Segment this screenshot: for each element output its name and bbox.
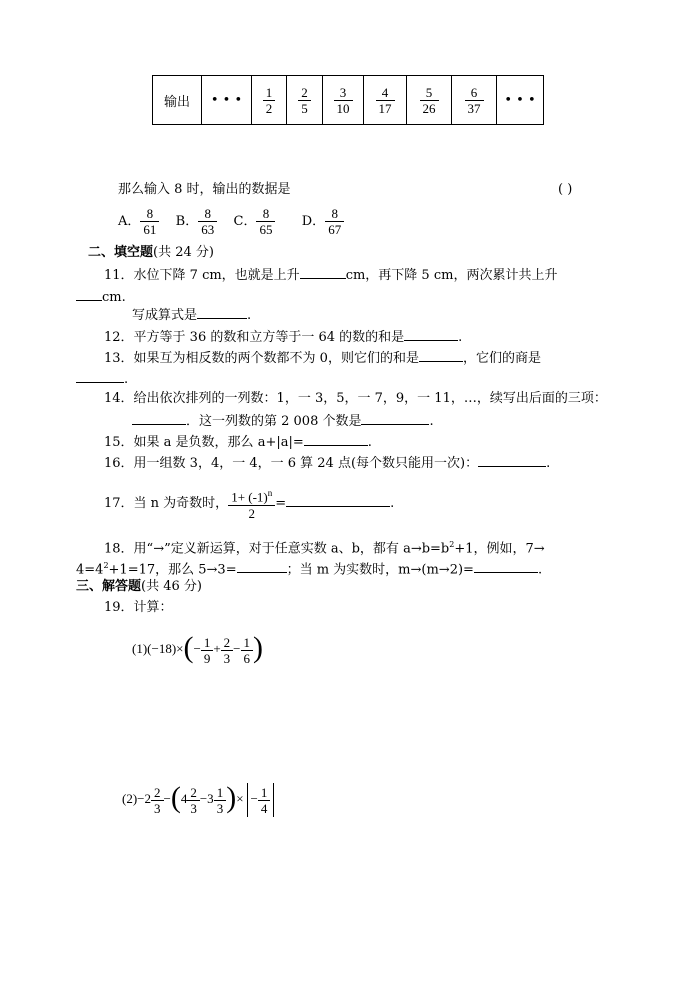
q12-blank[interactable] bbox=[404, 328, 458, 341]
fraction: $\frac{3}{10}$ bbox=[334, 85, 353, 116]
q11-line1: 11．水位下降 7 cm，也就是上升 cm，再下降 5 cm，两次累计共上升 bbox=[104, 268, 558, 283]
q14-line2: ．这一列数的第 2 008 个数是 . bbox=[132, 412, 434, 430]
q18-line1: 18．用“→”定义新运算，对于任意实数 a、b，都有 $a\to b=b^2+1$，例如，7→ bbox=[104, 540, 545, 557]
fraction: $\frac{2}{5}$ bbox=[298, 85, 311, 116]
option-d[interactable]: D． $\frac{8}{67}$ bbox=[302, 214, 344, 229]
fraction: $\frac{6}{37}$ bbox=[465, 85, 484, 116]
abs-bar-right bbox=[273, 783, 274, 817]
q10-stem: 那么输入 8 时，输出的数据是 bbox=[118, 182, 291, 197]
fraction: $\frac{1}{2}$ bbox=[263, 85, 276, 116]
table-cell bbox=[452, 76, 497, 125]
q16: 16．用一组数 3，4，一 4，一 6 算 24 点(每个数只能用一次)： . bbox=[104, 456, 551, 471]
table-cell bbox=[323, 76, 364, 125]
q14-blank-1[interactable] bbox=[132, 412, 186, 425]
q15-blank[interactable] bbox=[304, 433, 368, 446]
q13-line1: 13．如果互为相反数的两个数都不为 0，则它们的和是 ，它们的商是 bbox=[104, 351, 541, 366]
ellipsis-right: • • • bbox=[504, 92, 536, 108]
table-cell bbox=[287, 76, 323, 125]
q19-title: 19．计算： bbox=[104, 600, 173, 615]
q18-line2: $4=4^2+1=17$，那么 5→3= ；当 m 为实数时，m→(m→2)= . bbox=[76, 561, 543, 578]
table-cell bbox=[364, 76, 407, 125]
right-paren: ) bbox=[253, 631, 264, 664]
table-dots-cell bbox=[202, 76, 252, 125]
q15: 15．如果 a 是负数，那么 a+|a|= . bbox=[104, 435, 372, 450]
q11-blank-3[interactable] bbox=[197, 306, 247, 319]
section-3-heading: 三、解答题(共 46 分) bbox=[76, 579, 202, 594]
q11-line2: cm. bbox=[76, 288, 126, 306]
q12: 12．平方等于 36 的数和立方等于一 64 的数的和是 . bbox=[104, 330, 463, 345]
q16-blank[interactable] bbox=[478, 454, 546, 467]
table-label-cell bbox=[153, 76, 202, 125]
right-paren: ) bbox=[226, 781, 237, 814]
option-b[interactable]: B． $\frac{8}{63}$ bbox=[176, 214, 218, 229]
option-a[interactable]: A． $\frac{8}{61}$ bbox=[118, 214, 159, 229]
fraction: $\frac{5}{26}$ bbox=[420, 85, 439, 116]
fraction: $\frac{4}{17}$ bbox=[376, 85, 395, 116]
q13-line2: . bbox=[76, 370, 128, 388]
q11-blank-2[interactable] bbox=[76, 288, 102, 301]
left-paren: ( bbox=[170, 781, 181, 814]
q11-line3: 写成算式是 . bbox=[132, 308, 252, 323]
q13-blank-2[interactable] bbox=[76, 370, 124, 383]
ellipsis-left: • • • bbox=[210, 92, 243, 108]
q17: 17．当 n 为奇数时， $\frac{1+ (-1)^n}{2}$ = . bbox=[104, 488, 395, 521]
q10-options bbox=[118, 202, 344, 242]
q17-fraction: $\frac{1+ (-1)^n}{2}$ bbox=[228, 486, 275, 520]
q11-blank-1[interactable] bbox=[300, 266, 346, 279]
q17-blank[interactable] bbox=[286, 494, 390, 507]
left-paren: ( bbox=[183, 631, 194, 664]
table-label: 输出 bbox=[163, 94, 190, 110]
table-dots-cell bbox=[497, 76, 544, 125]
q13-blank-1[interactable] bbox=[419, 349, 463, 362]
q10-answer-paren: ( ) bbox=[558, 182, 573, 197]
table-cell bbox=[252, 76, 287, 125]
q18-blank-1[interactable] bbox=[237, 560, 287, 573]
q19-part2: (2)−2 $\frac{2}{3}$ −(4 $\frac{2}{3}$ −3 $\frac{1}{3}$ )× − $\frac{1}{4}$ bbox=[122, 778, 277, 819]
q14-line1: 14．给出依次排列的一列数：1，一 3，5，一 7，9，一 11，…，续写出后面的三项： bbox=[104, 391, 607, 406]
q14-blank-2[interactable] bbox=[361, 412, 429, 425]
table-cell bbox=[407, 76, 452, 125]
output-table bbox=[152, 75, 544, 125]
abs-bar-left bbox=[247, 783, 248, 817]
q19-part1: (1)(−18)×(− $\frac{1}{9}$ + $\frac{2}{3}$ − $\frac{1}{6}$ ) bbox=[132, 631, 264, 666]
option-c[interactable]: C． $\frac{8}{65}$ bbox=[234, 214, 276, 229]
section-2-heading: 二、填空题(共 24 分) bbox=[88, 245, 214, 260]
q18-blank-2[interactable] bbox=[474, 560, 538, 573]
